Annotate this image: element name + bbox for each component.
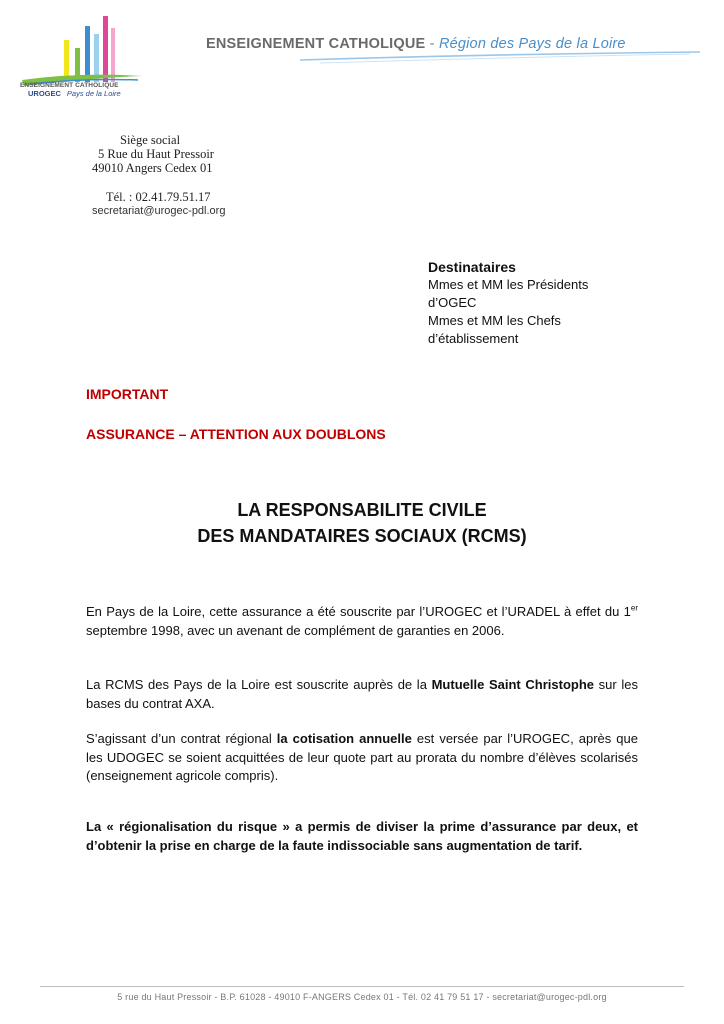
ordinal-superscript: er	[630, 603, 638, 613]
paragraph-text: septembre 1998, avec un avenant de complément de garanties en 2006.	[86, 622, 505, 638]
insurer-name: Mutuelle Saint Christophe	[431, 677, 595, 692]
header-swoosh-decoration	[300, 50, 700, 64]
footer-divider	[40, 986, 684, 987]
paragraph-regionalisation: La « régionalisation du risque » a permis de diviser la prime d’assurance par deux, et d’obtenir la prise en charge de la faute indissociable sans augmentation de tarif.	[86, 819, 638, 853]
recipients-title: Destinataires	[428, 259, 516, 275]
paragraph-text: En Pays de la Loire, cette assurance a été souscrite par l’UROGEC et l’URADEL à effet du 1	[86, 604, 631, 619]
logo-caption: ENSEIGNEMENT CATHOLIQUE	[20, 82, 119, 89]
assurance-warning-heading: ASSURANCE – ATTENTION AUX DOUBLONS	[86, 426, 386, 442]
paragraph-text: est versée par l’UROGEC, après que les UDOGEC se soient acquittées de leur quote part au prorata du nombre d’élèves scolarisés (enseignement agricole compris).	[86, 731, 639, 783]
sender-street: 5 Rue du Haut Pressoir	[98, 147, 214, 161]
recipient-line: Mmes et MM les Chefs	[428, 313, 561, 328]
header-title-main: ENSEIGNEMENT CATHOLIQUE	[206, 36, 426, 52]
document-title-line1: LA RESPONSABILITE CIVILE	[237, 500, 487, 520]
paragraph-contribution	[86, 730, 638, 786]
logo-org: UROGEC	[28, 89, 61, 98]
paragraph-text: sur les bases du contrat AXA.	[86, 677, 638, 711]
paragraph-text: S’agissant d’un contrat régional	[86, 731, 277, 746]
header-title-region: Région des Pays de la Loire	[438, 36, 626, 52]
important-heading: IMPORTANT	[86, 386, 169, 402]
sender-title: Siège social	[120, 133, 181, 147]
header-title-separator: -	[425, 36, 439, 52]
paragraph-text: La RCMS des Pays de la Loire est souscrite auprès de la	[86, 677, 432, 692]
logo-org-line	[28, 89, 121, 98]
recipient-line: d’OGEC	[428, 295, 477, 310]
footer-address: 5 rue du Haut Pressoir - B.P. 61028 - 49010 F-ANGERS Cedex 01 - Tél. 02 41 79 51 17 - secretariat@urogec-pdl.org	[117, 992, 607, 1002]
sender-phone: Tél. : 02.41.79.51.17	[106, 190, 211, 204]
paragraph-subscription	[86, 603, 638, 640]
annual-contribution-emphasis: la cotisation annuelle	[276, 731, 412, 746]
document-title-line2: DES MANDATAIRES SOCIAUX (RCMS)	[197, 526, 527, 546]
sender-city: 49010 Angers Cedex 01	[92, 161, 213, 175]
recipient-line: d’établissement	[428, 331, 519, 346]
sender-email: secretariat@urogec-pdl.org	[92, 205, 226, 217]
paragraph-insurer	[86, 676, 638, 713]
recipient-line: Mmes et MM les Présidents	[428, 277, 589, 292]
logo-region: Pays de la Loire	[66, 89, 121, 98]
